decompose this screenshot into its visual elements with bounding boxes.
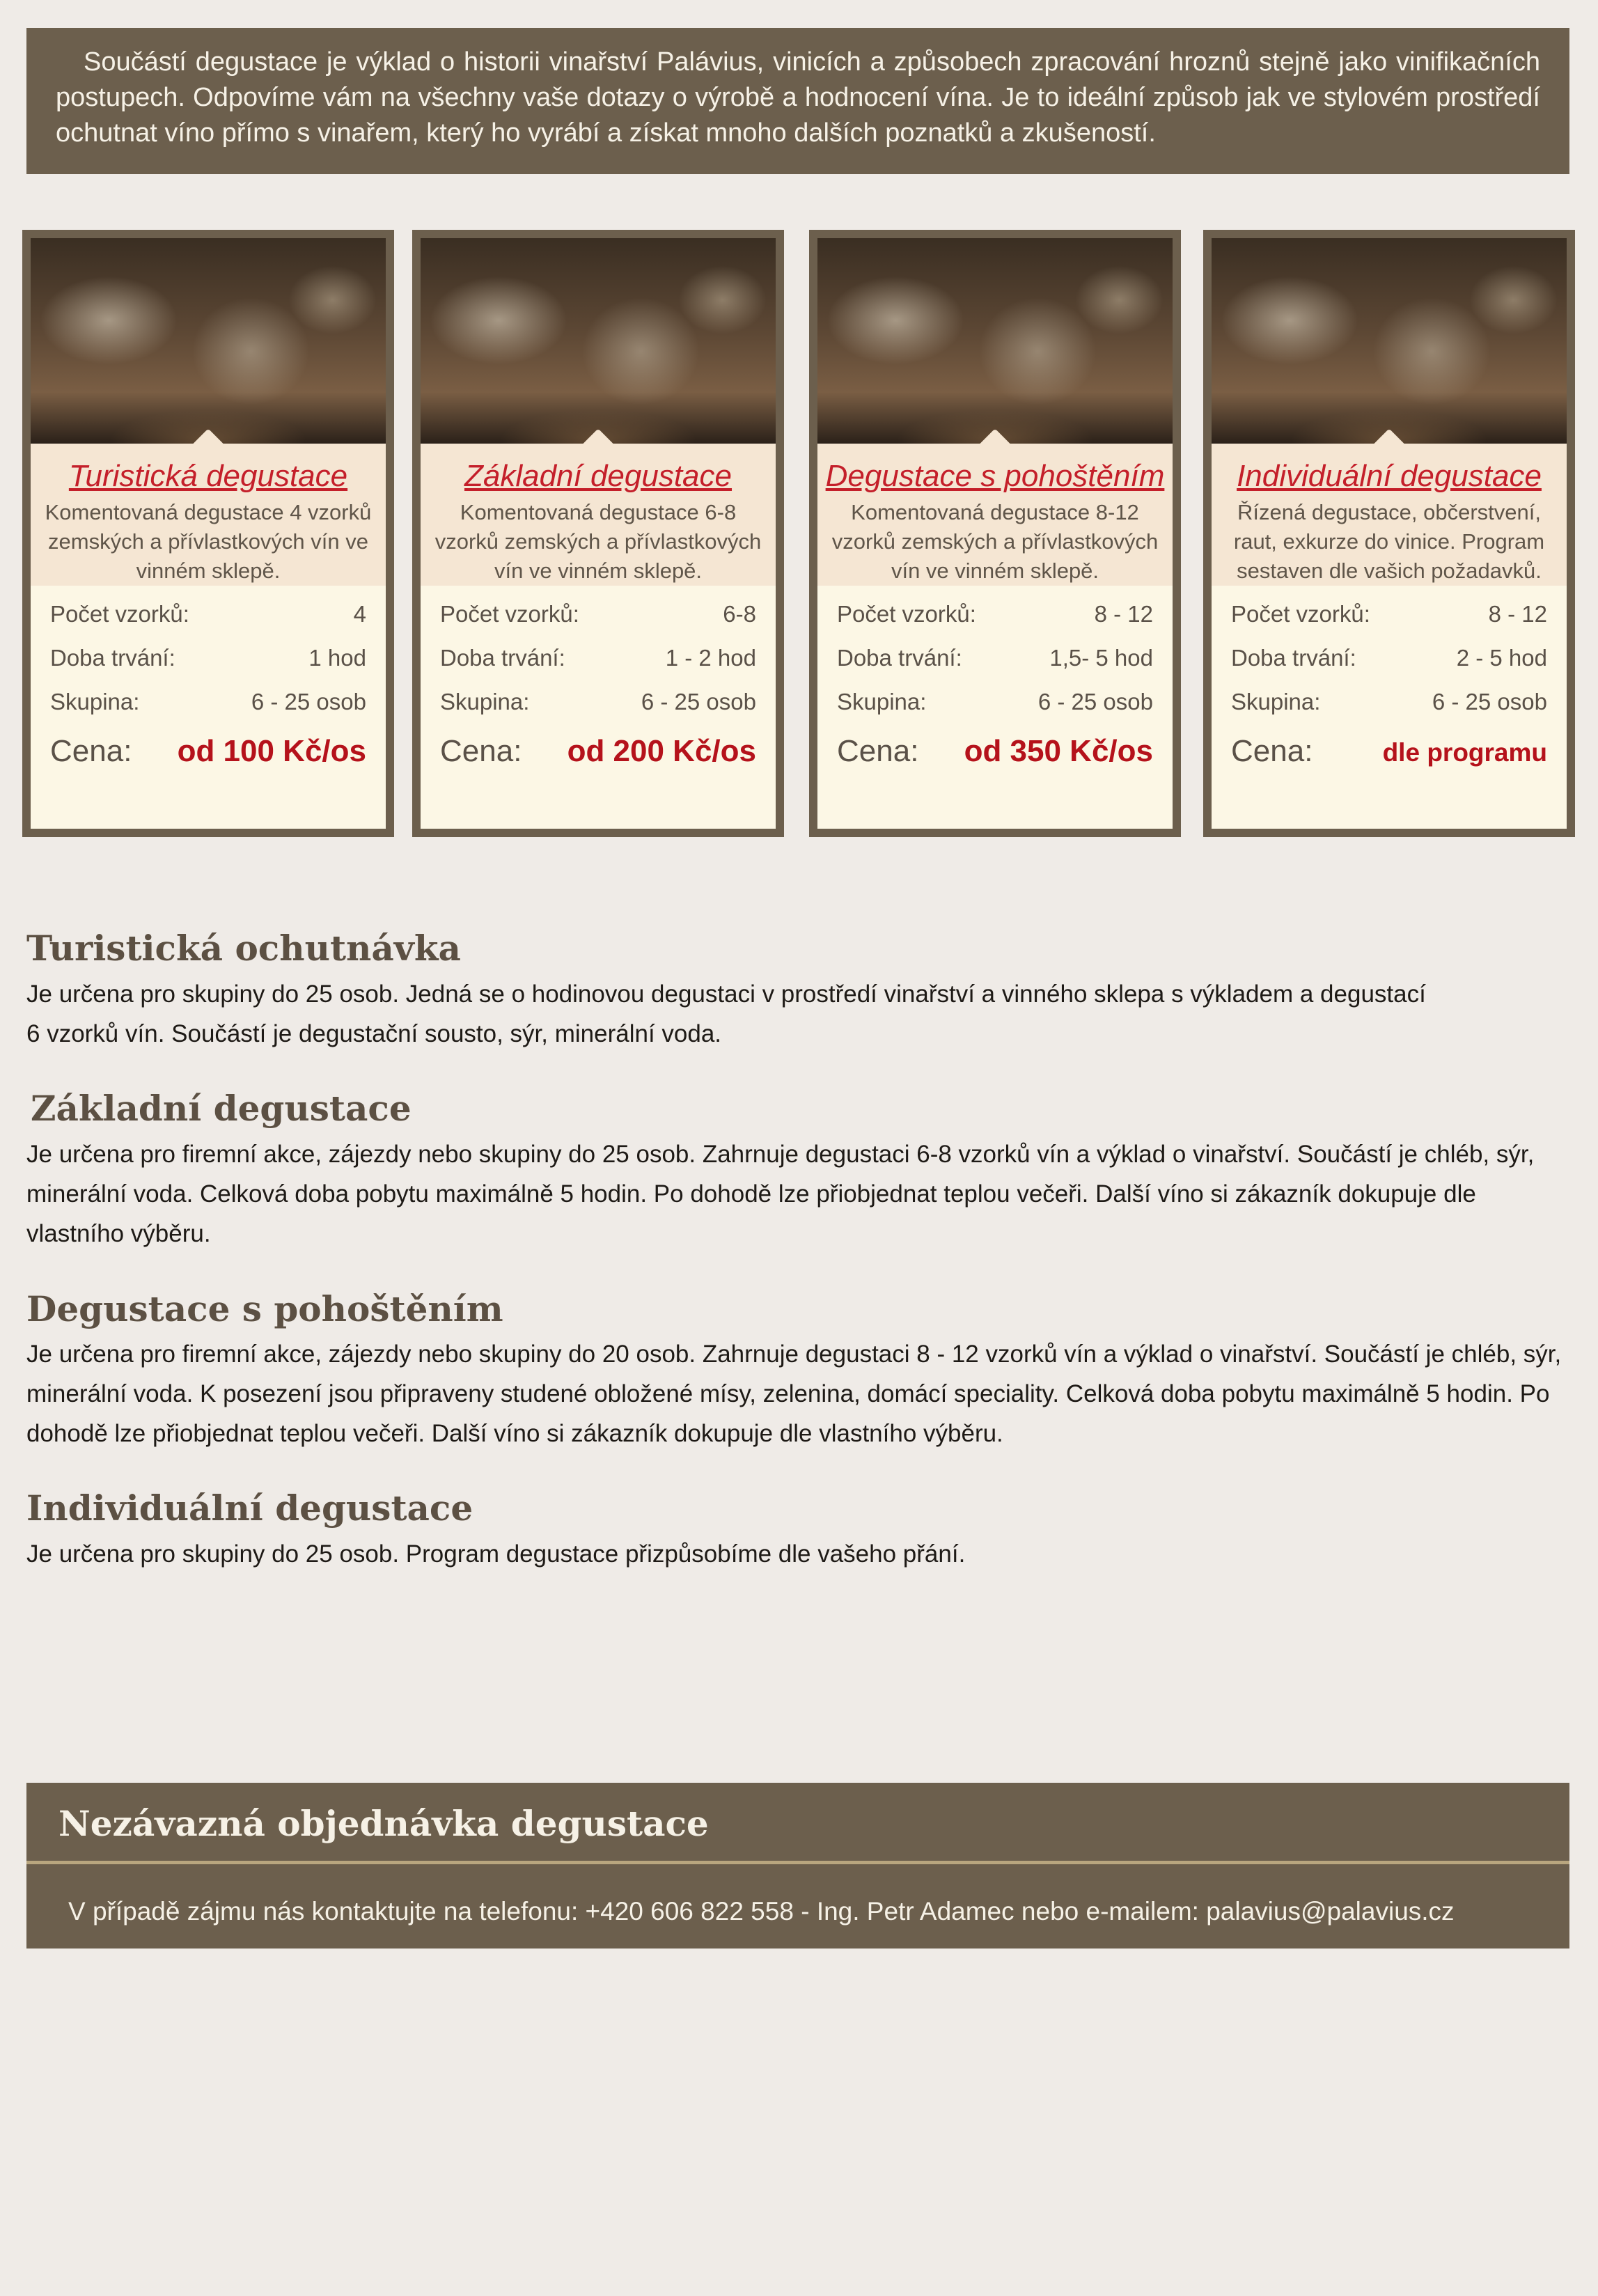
price-value: dle programu <box>1382 738 1547 767</box>
card-photo <box>31 238 386 444</box>
samples-value: 6-8 <box>723 601 756 627</box>
tasting-card-pohosteni[interactable] <box>809 230 1181 837</box>
group-label: Skupina: <box>440 689 530 714</box>
card-title[interactable]: Individuální degustace <box>1237 459 1542 493</box>
order-prefix: V případě zájmu nás kontaktujte na telefonu: <box>68 1897 579 1926</box>
duration-label: Doba trvání: <box>837 645 962 671</box>
card-title[interactable]: Turistická degustace <box>68 459 348 493</box>
section-text-zakladni: Je určena pro firemní akce, zájezdy nebo skupiny do 25 osob. Zahrnuje degustaci 6-8 vzorků vín a výklad o vinařství. Součástí je chléb, sýr, minerální voda. Celková doba pobytu maximálně 5 hodin. Po dohodě lze přiobjednat teplou večeři. Další víno si zákazník dokupuje dle vlastního výběru. <box>26 1141 1535 1247</box>
section-text-individualni: Je určena pro skupiny do 25 osob. Program degustace přizpůsobíme dle vašeho přání. <box>26 1540 966 1568</box>
card-title[interactable]: Základní degustace <box>464 459 733 493</box>
section-title-pohosteni: Degustace s pohoštěním <box>26 1288 503 1329</box>
price-label: Cena: <box>1231 734 1313 768</box>
duration-value: 1,5- 5 hod <box>1049 645 1153 671</box>
section-text-line: Je určena pro skupiny do 25 osob. Jedná se o hodinovou degustaci v prostředí vinařství a vinného sklepa s výkladem a degustací <box>26 981 1426 1008</box>
samples-value: 8 - 12 <box>1094 601 1153 627</box>
section-text-pohosteni: Je určena pro firemní akce, zájezdy nebo skupiny do 20 osob. Zahrnuje degustaci 8 - 12 vzorků vín a výklad o vinařství. Součástí je chléb, sýr, minerální voda. K posezení jsou připraveny studené obložené mísy, zelenina, domácí speciality. Celková doba pobytu maximálně 5 hodin. Po dohodě lze přiobjednat teplou večeři. Další víno si zákazník dokupuje dle vlastního výběru. <box>26 1341 1562 1447</box>
card-description: Komentovaná degustace 6-8 vzorků zemských a přívlastkových vín ve vinném sklepě. <box>434 500 762 583</box>
duration-label: Doba trvání: <box>1231 645 1356 671</box>
card-photo <box>817 238 1173 444</box>
order-contact <box>68 1894 1455 1929</box>
section-text-line: 6 vzorků vín. Součástí je degustační sousto, sýr, minerální voda. <box>26 1020 722 1047</box>
card-description: Komentovaná degustace 4 vzorků zemských a přívlastkových vín ve vinném sklepě. <box>45 500 372 583</box>
tasting-card-zakladni[interactable] <box>412 230 784 837</box>
order-mid: nebo e-mailem: <box>1021 1897 1199 1926</box>
intro-text: Součástí degustace je výklad o historii vinařství Palávius, vinicích a způsobech zpracování hroznů stejně jako vinifikačních postupech. Odpovíme vám na všechny vaše dotazy o výrobě a hodnocení vína. Je to ideální způsob jak ve stylovém prostředí ochutnat víno přímo s vinařem, který ho vyrábí a získat mnoho dalších poznatků a zkušeností. <box>56 47 1540 148</box>
duration-value: 1 hod <box>308 645 366 671</box>
card-photo <box>421 238 776 444</box>
samples-label: Počet vzorků: <box>1231 601 1370 627</box>
price-label: Cena: <box>50 734 132 768</box>
section-title-individualni: Individuální degustace <box>26 1487 473 1529</box>
samples-label: Počet vzorků: <box>50 601 189 627</box>
section-title-zakladni: Základní degustace <box>31 1088 412 1129</box>
group-value: 6 - 25 osob <box>1432 689 1547 714</box>
section-title-turisticka: Turistická ochutnávka <box>26 928 461 969</box>
price-value: od 350 Kč/os <box>964 734 1153 768</box>
card-description: Řízená degustace, občerstvení, raut, exkurze do vinice. Program sestaven dle vašich požadavků. <box>1233 500 1545 583</box>
intro-box <box>26 28 1569 174</box>
tasting-card-individualni[interactable] <box>1203 230 1575 837</box>
price-value: od 100 Kč/os <box>177 734 366 768</box>
order-phone[interactable]: +420 606 822 558 <box>585 1897 794 1926</box>
tasting-card-turisticka[interactable] <box>22 230 394 837</box>
duration-value: 2 - 5 hod <box>1456 645 1547 671</box>
group-value: 6 - 25 osob <box>641 689 756 714</box>
group-value: 6 - 25 osob <box>251 689 366 714</box>
price-label: Cena: <box>837 734 919 768</box>
order-box <box>26 1783 1569 1949</box>
card-photo <box>1212 238 1567 444</box>
group-label: Skupina: <box>837 689 927 714</box>
samples-value: 8 - 12 <box>1488 601 1547 627</box>
price-label: Cena: <box>440 734 522 768</box>
group-label: Skupina: <box>50 689 140 714</box>
card-description: Komentovaná degustace 8-12 vzorků zemských a přívlastkových vín ve vinném sklepě. <box>831 500 1159 583</box>
order-title: Nezávazná objednávka degustace <box>58 1803 709 1844</box>
group-value: 6 - 25 osob <box>1037 689 1153 714</box>
samples-label: Počet vzorků: <box>837 601 976 627</box>
price-value: od 200 Kč/os <box>567 734 756 768</box>
order-email[interactable]: palavius@palavius.cz <box>1206 1897 1455 1926</box>
samples-label: Počet vzorků: <box>440 601 579 627</box>
card-title[interactable]: Degustace s pohoštěním <box>825 459 1165 493</box>
samples-value: 4 <box>353 601 366 627</box>
order-separator: - <box>801 1897 810 1926</box>
order-person: Ing. Petr Adamec <box>816 1897 1015 1926</box>
duration-value: 1 - 2 hod <box>665 645 756 671</box>
order-divider <box>26 1861 1569 1864</box>
duration-label: Doba trvání: <box>50 645 175 671</box>
duration-label: Doba trvání: <box>440 645 565 671</box>
section-text-turisticka <box>26 974 1574 1054</box>
group-label: Skupina: <box>1231 689 1321 714</box>
